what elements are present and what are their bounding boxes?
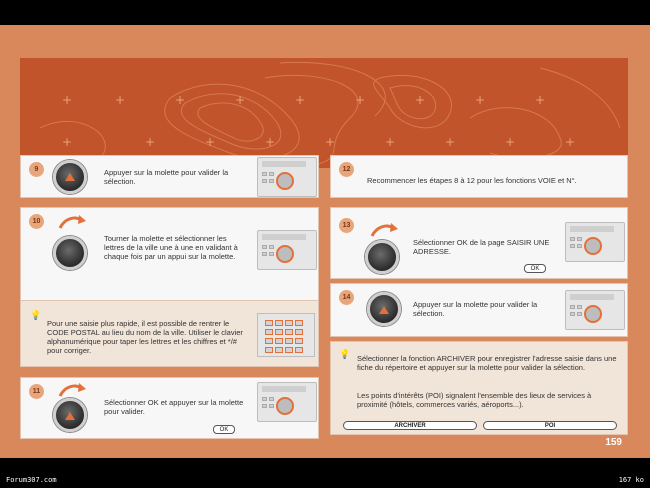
step-number: 9 — [29, 162, 44, 177]
step-number: 12 — [339, 162, 354, 177]
svg-text:+: + — [415, 93, 426, 107]
step-number: 10 — [29, 214, 44, 229]
step-number: 14 — [339, 290, 354, 305]
rotate-arrow-icon — [57, 382, 87, 398]
svg-text:+: + — [62, 93, 73, 107]
svg-text:+: + — [445, 135, 456, 149]
control-panel-icon — [257, 230, 317, 270]
tip-text: Pour une saisie plus rapide, il est possible de rentrer le CODE POSTAL au lieu du nom de la ville. Utiliser le clavier alphanumérique pour taper les lettres et les chiffres et */# pour corriger. — [47, 319, 243, 355]
manual-page — [0, 25, 650, 458]
press-arrow-icon — [65, 412, 75, 420]
svg-text:+: + — [295, 93, 306, 107]
step-11-card — [20, 377, 319, 439]
control-panel-icon — [565, 290, 625, 330]
svg-text:+: + — [565, 135, 576, 149]
lightbulb-icon: 💡 — [339, 349, 351, 359]
tip-postal-code-card — [20, 300, 319, 367]
step-text: Recommencer les étapes 8 à 12 pour les fonctions VOIE et N°. — [367, 176, 577, 185]
svg-text:+: + — [505, 135, 516, 149]
lightbulb-icon: 💡 — [30, 310, 42, 320]
ok-button[interactable]: OK — [213, 425, 235, 434]
rotate-arrow-icon — [57, 214, 87, 230]
archiver-button[interactable]: ARCHIVER — [343, 421, 477, 430]
site-watermark: Forum307.com — [6, 476, 57, 484]
knob-icon — [365, 240, 399, 274]
step-12-card — [330, 155, 628, 198]
svg-text:+: + — [235, 93, 246, 107]
svg-text:+: + — [265, 135, 276, 149]
svg-text:+: + — [355, 93, 366, 107]
step-9-card — [20, 155, 319, 198]
ok-button[interactable]: OK — [524, 264, 546, 273]
step-text: Appuyer sur la molette pour valider la sélection. — [413, 300, 538, 318]
svg-text:+: + — [145, 135, 156, 149]
keypad-icon — [257, 313, 315, 357]
header-banner — [20, 58, 628, 168]
step-number: 11 — [29, 384, 44, 399]
svg-text:+: + — [62, 135, 73, 149]
step-text: Sélectionner OK de la page SAISIR UNE ADRESSE. — [413, 238, 550, 256]
svg-text:+: + — [535, 93, 546, 107]
press-arrow-icon — [65, 173, 75, 181]
svg-text:+: + — [115, 93, 126, 107]
control-panel-icon — [565, 222, 625, 262]
step-14-card — [330, 283, 628, 337]
step-13-card — [330, 207, 628, 279]
tip-archiver-card — [330, 341, 628, 435]
step-text: Tourner la molette et sélectionner les lettres de la ville une à une en validant à chaque fois par un appui sur la molette. — [104, 234, 238, 261]
press-arrow-icon — [379, 306, 389, 314]
tip-archiver-text: Sélectionner la fonction ARCHIVER pour enregistrer l'adresse saisie dans une fiche du répertoire et appuyer sur la molette pour valider la sélection. — [357, 354, 617, 372]
tip-poi-text: Les points d'intérêts (POI) signalent l'ensemble des lieux de services à proximité (hôtels, commerces variés, aéroports...). — [357, 391, 592, 409]
svg-text:+: + — [175, 93, 186, 107]
control-panel-icon — [257, 382, 317, 422]
rotate-arrow-icon — [369, 222, 399, 238]
step-number: 13 — [339, 218, 354, 233]
file-size: 167 ko — [618, 476, 644, 484]
svg-text:+: + — [385, 135, 396, 149]
poi-button[interactable]: POI — [483, 421, 617, 430]
page-number: 159 — [605, 437, 622, 448]
control-panel-icon — [257, 157, 317, 197]
svg-text:+: + — [205, 135, 216, 149]
step-text: Sélectionner OK et appuyer sur la molette pour valider. — [104, 398, 244, 416]
knob-icon — [53, 236, 87, 270]
topographic-pattern — [20, 58, 628, 168]
svg-text:+: + — [475, 93, 486, 107]
svg-text:+: + — [325, 135, 336, 149]
step-text: Appuyer sur la molette pour valider la sélection. — [104, 168, 229, 186]
